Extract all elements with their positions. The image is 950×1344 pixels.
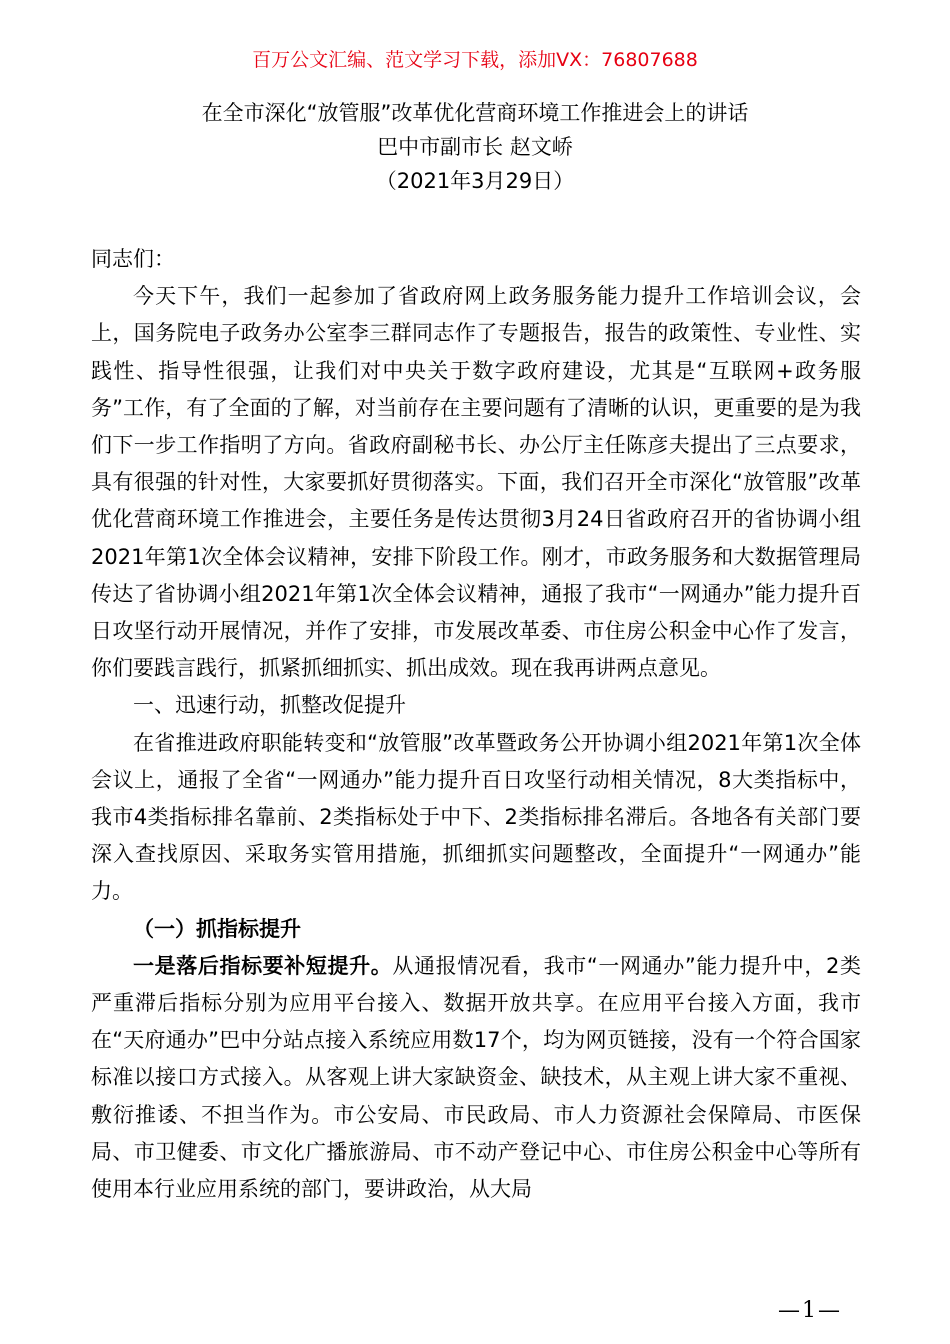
- watermark-banner: 百万公文汇编、范文学习下载，添加VX：76807688: [252, 49, 698, 71]
- speaker-line: 巴中市副市长 赵文峤: [377, 135, 573, 159]
- document-body: [91, 241, 861, 1208]
- salutation: 同志们：: [91, 247, 175, 271]
- paragraph-text: 从通报情况看，我市“一网通办”能力提升中，2类严重滞后指标分别为应用平台接入、数据开放共享。在应用平台接入方面，我市在“天府通办”巴中分站点接入系统应用数17个，均为网页链接，没有一个符合国家标准以接口方式接入。从客观上讲大家缺资金、缺技术，从主观上讲大家不重视、敷衍推诿、不担当作为。市公安局、市民政局、市人力资源社会保障局、市医保局、市卫健委、市文化广播旅游局、市不动产登记中心、市住房公积金中心等所有使用本行业应用系统的部门，要讲政治，从大局: [91, 953, 862, 1202]
- paragraph: 在省推进政府职能转变和“放管服”改革暨政务公开协调小组2021年第1次全体会议上，通报了全省“一网通办”能力提升百日攻坚行动相关情况，8大类指标中，我市4类指标排名靠前、2类指标处于中下、2类指标排名滞后。各地各有关部门要深入查找原因、采取务实管用措施，抓细抓实问题整改，全面提升“一网通办”能力。: [91, 730, 861, 904]
- section-heading: 一、迅速行动，抓整改促提升: [133, 693, 406, 718]
- subsection-heading: （一）抓指标提升: [133, 916, 301, 941]
- paragraph-lead: 一是落后指标要补短提升。: [133, 953, 393, 978]
- page-number: —1—: [778, 1298, 842, 1323]
- document-title: 在全市深化“放管服”改革优化营商环境工作推进会上的讲话: [201, 101, 749, 125]
- paragraph: [91, 948, 861, 1208]
- paragraph: 今天下午，我们一起参加了省政府网上政务服务能力提升工作培训会议，会上，国务院电子政务办公室李三群同志作了专题报告，报告的政策性、专业性、实践性、指导性很强，让我们对中央关于数字政府建设，尤其是“互联网+政务服务”工作，有了全面的了解，对当前存在主要问题有了清晰的认识，更重要的是为我们下一步工作指明了方向。省政府副秘书长、办公厅主任陈彦夫提出了三点要求，具有很强的针对性，大家要抓好贯彻落实。下面，我们召开全市深化“放管服”改革优化营商环境工作推进会，主要任务是传达贯彻3月24日省政府召开的省协调小组2021年第1次全体会议精神，安排下阶段工作。刚才，市政务服务和大数据管理局传达了省协调小组2021年第1次全体会议精神，通报了我市“一网通办”能力提升百日攻坚行动开展情况，并作了安排，市发展改革委、市住房公积金中心作了发言，你们要践言践行，抓紧抓细抓实、抓出成效。现在我再讲两点意见。: [91, 284, 861, 681]
- speech-date: （2021年3月29日）: [375, 169, 575, 193]
- document-title-block: [0, 96, 950, 198]
